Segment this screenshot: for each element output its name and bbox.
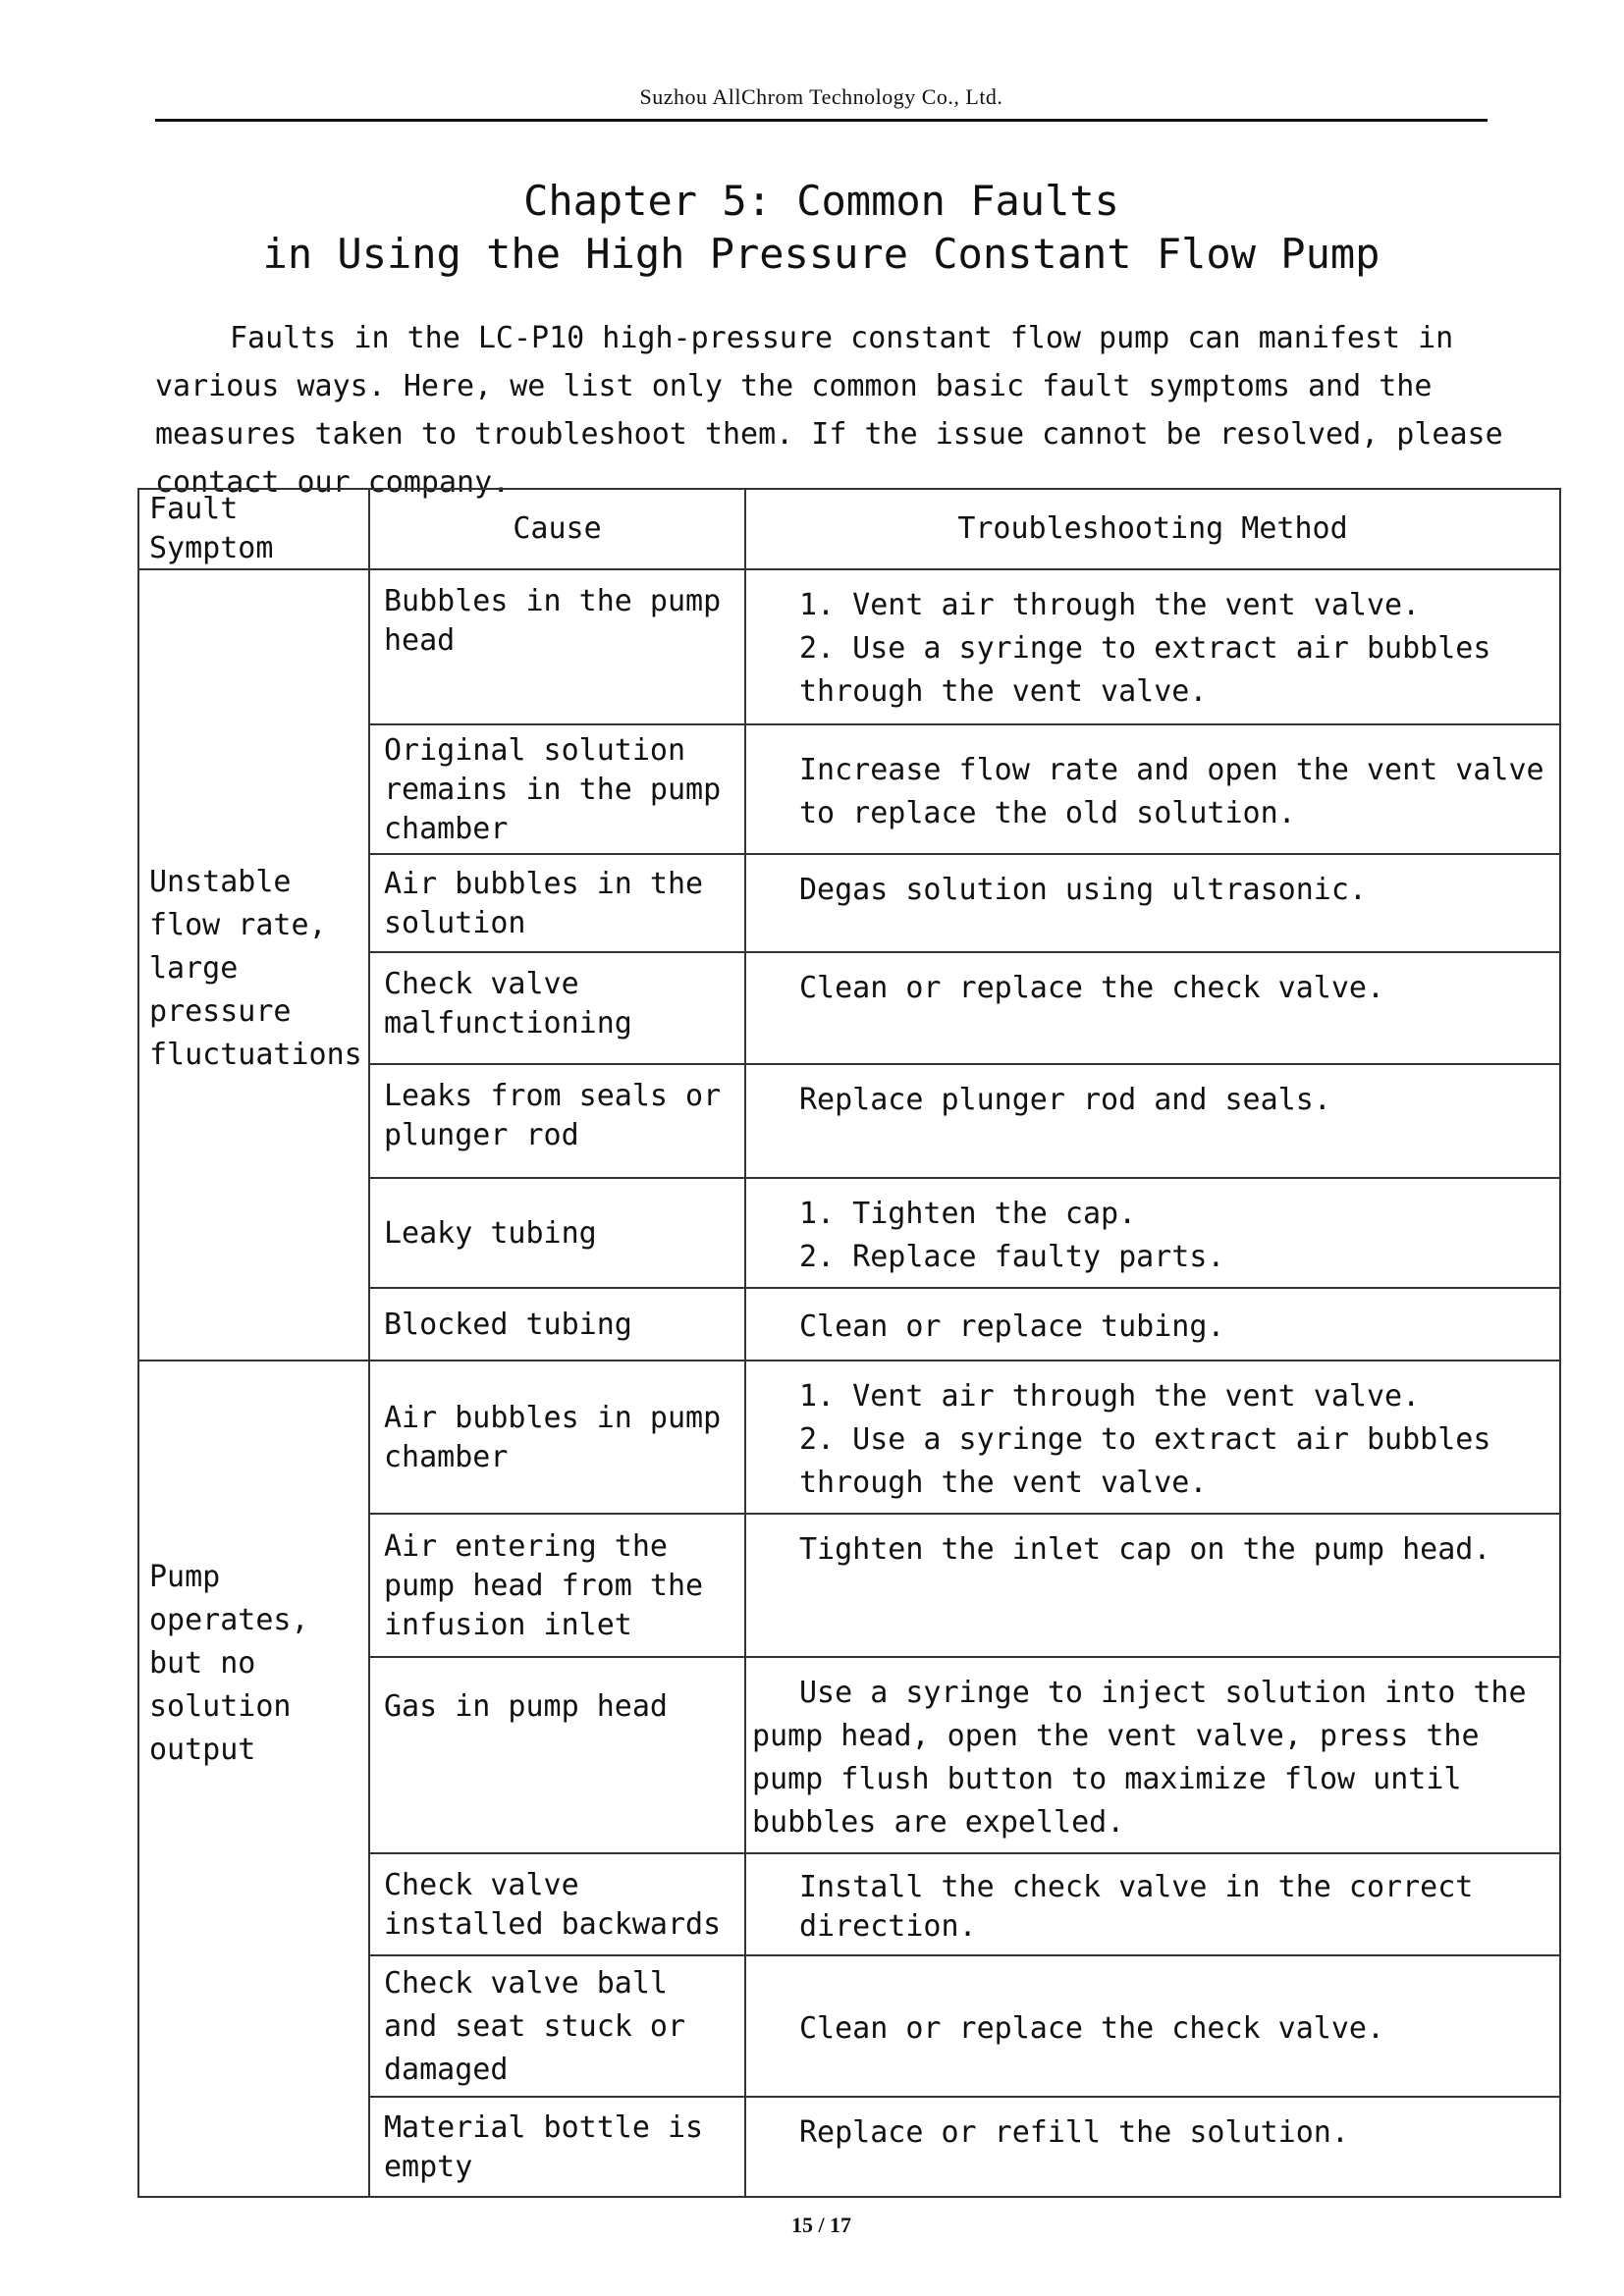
method-cell: [745, 1853, 1560, 1955]
method-cell: [745, 1361, 1560, 1514]
cause-cell: Gas in pump head: [369, 1657, 745, 1853]
fault-symptom-cell: [138, 569, 369, 1361]
table-row: [138, 569, 1560, 724]
header-cause: Cause: [369, 489, 745, 569]
fault-table: [137, 488, 1561, 2198]
method-step: Clean or replace the check valve.: [799, 2011, 1385, 2046]
method-cell: [745, 1657, 1560, 1853]
header-rule: [155, 119, 1488, 122]
cause-cell: Check valve malfunctioning: [369, 952, 745, 1064]
method-cell: [745, 1178, 1560, 1288]
fault-symptom-cell: [138, 1361, 369, 2197]
method-step: 1. Tighten the cap.: [799, 1197, 1137, 1231]
cause-cell: Bubbles in the pump head: [369, 569, 745, 724]
chapter-title-line-2: in Using the High Pressure Constant Flow Pump: [262, 230, 1380, 278]
header-fault-symptom: Fault Symptom: [138, 489, 369, 569]
method-cell: [745, 2097, 1560, 2197]
chapter-title-line-1: Chapter 5: Common Faults: [523, 177, 1119, 225]
fault-symptom-text: Unstable flow rate, large pressure fluctuations: [149, 865, 362, 1072]
method-step: Install the check valve in the correct direction.: [799, 1870, 1474, 1944]
method-step: Clean or replace the check valve.: [799, 971, 1385, 1005]
method-cell: [745, 1288, 1560, 1361]
method-step: 1. Vent air through the vent valve.: [799, 1379, 1421, 1414]
method-cell: [745, 854, 1560, 952]
header-troubleshooting-method: Troubleshooting Method: [745, 489, 1560, 569]
method-cell: [745, 1064, 1560, 1178]
cause-cell: Check valve ball and seat stuck or damaged: [369, 1955, 745, 2097]
cause-cell: Air bubbles in the solution: [369, 854, 745, 952]
intro-text: Faults in the LC-P10 high-pressure constant flow pump can manifest in various ways. Here, we list only the common basic fault symptoms and the measures taken to troubleshoot them. If the issue cannot be resolved, please contact our company.: [155, 321, 1503, 500]
method-step: 2. Use a syringe to extract air bubbles through the vent valve.: [799, 1422, 1491, 1500]
cause-cell: Air entering the pump head from the infusion inlet: [369, 1514, 745, 1657]
method-step: Clean or replace tubing.: [799, 1309, 1225, 1344]
cause-cell: Air bubbles in pump chamber: [369, 1361, 745, 1514]
cause-cell: Material bottle is empty: [369, 2097, 745, 2197]
method-step: Tighten the inlet cap on the pump head.: [799, 1532, 1491, 1567]
method-step: 2. Use a syringe to extract air bubbles through the vent valve.: [799, 631, 1491, 709]
method-cell: [745, 1955, 1560, 2097]
method-step: 2. Replace faulty parts.: [799, 1240, 1225, 1274]
method-cell: [745, 1514, 1560, 1657]
page-header: Suzhou AllChrom Technology Co., Ltd.: [639, 84, 1003, 109]
table-row: [138, 1361, 1560, 1514]
method-step: Degas solution using ultrasonic.: [799, 873, 1367, 907]
method-step: Increase flow rate and open the vent valve to replace the old solution.: [799, 753, 1544, 830]
cause-cell: Blocked tubing: [369, 1288, 745, 1361]
method-step: Use a syringe to inject solution into the pump head, open the vent valve, press the pump flush button to maximize flow until bubbles are expelled.: [752, 1676, 1527, 1840]
method-cell: [745, 952, 1560, 1064]
method-step: Replace or refill the solution.: [799, 2115, 1349, 2150]
method-cell: [745, 569, 1560, 724]
page-number: 15 / 17: [790, 2213, 852, 2237]
cause-cell: Leaks from seals or plunger rod: [369, 1064, 745, 1178]
method-step: 1. Vent air through the vent valve.: [799, 588, 1421, 622]
method-cell: [745, 724, 1560, 854]
chapter-title: [155, 175, 1488, 281]
cause-cell: Check valve installed backwards: [369, 1853, 745, 1955]
intro-paragraph: [155, 314, 1530, 507]
table-header-row: [138, 489, 1560, 569]
cause-cell: Leaky tubing: [369, 1178, 745, 1288]
method-step: Replace plunger rod and seals.: [799, 1083, 1331, 1117]
cause-cell: Original solution remains in the pump chamber: [369, 724, 745, 854]
fault-symptom-text: Pump operates, but no solution output: [149, 1560, 309, 1767]
